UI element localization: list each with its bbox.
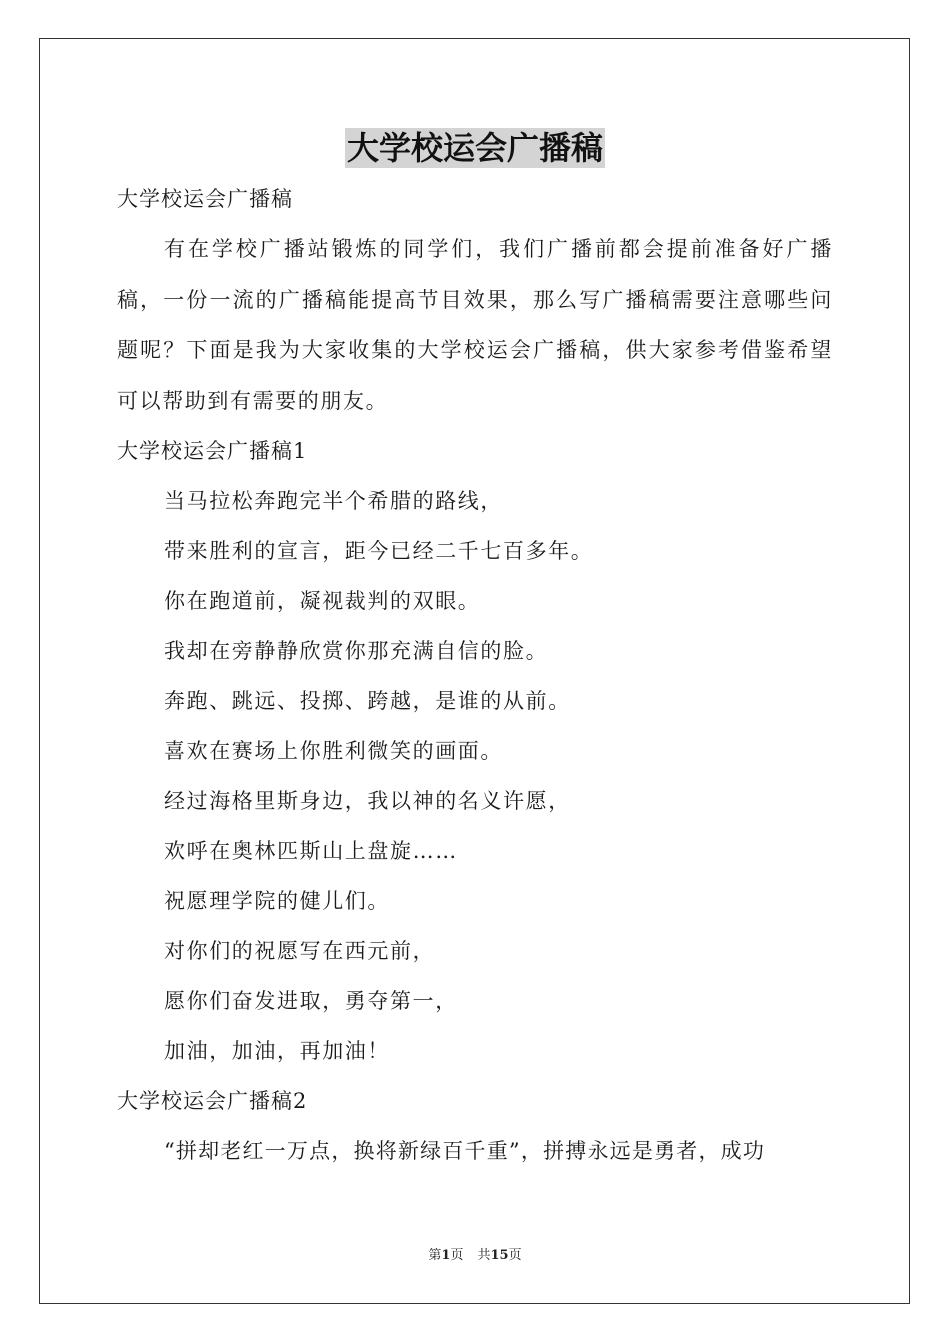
title-area — [0, 128, 950, 168]
poem-line: 欢呼在奥林匹斯山上盘旋…… — [164, 839, 458, 863]
section-2-heading: 大学校运会广播稿2 — [117, 1089, 308, 1113]
document-body — [117, 174, 833, 1176]
section-1-poem — [117, 476, 833, 1076]
poem-line: 奔跑、跳远、投掷、跨越，是谁的从前。 — [164, 689, 571, 713]
poem-line: 加油，加油，再加油！ — [164, 1039, 390, 1063]
poem-line: 经过海格里斯身边，我以神的名义许愿， — [164, 789, 571, 813]
subtitle: 大学校运会广播稿 — [117, 187, 293, 211]
page-suffix: 页 — [450, 1248, 464, 1263]
poem-line: 我却在旁静静欣赏你那充满自信的脸。 — [164, 639, 549, 663]
poem-line: 愿你们奋发进取，勇夺第一， — [164, 989, 458, 1013]
poem-line: 你在跑道前，凝视裁判的双眼。 — [164, 589, 481, 613]
poem-line: 对你们的祝愿写在西元前， — [164, 939, 436, 963]
page-prefix: 第 — [428, 1248, 442, 1263]
intro-paragraph: 有在学校广播站锻炼的同学们，我们广播前都会提前准备好广播稿，一份一流的广播稿能提高节目效果，那么写广播稿需要注意哪些问题呢？下面是我为大家收集的大学校运会广播稿，供大家参考借鉴希望可以帮助到有需要的朋友。 — [117, 237, 833, 413]
page-total: 15 — [490, 1248, 509, 1263]
poem-line: 祝愿理学院的健儿们。 — [164, 889, 390, 913]
poem-line: 当马拉松奔跑完半个希腊的路线， — [164, 489, 503, 513]
page-footer — [0, 1246, 950, 1266]
total-suffix: 页 — [508, 1248, 522, 1263]
section-1-heading: 大学校运会广播稿1 — [117, 439, 308, 463]
poem-line: 带来胜利的宣言，距今已经二千七百多年。 — [164, 539, 594, 563]
total-prefix: 共 — [477, 1248, 491, 1263]
section-2-first-line: “拼却老红一万点，换将新绿百千重”，拼搏永远是勇者，成功 — [164, 1139, 766, 1163]
poem-line: 喜欢在赛场上你胜利微笑的画面。 — [164, 739, 503, 763]
document-title: 大学校运会广播稿 — [346, 129, 603, 167]
page-current: 1 — [441, 1248, 451, 1263]
